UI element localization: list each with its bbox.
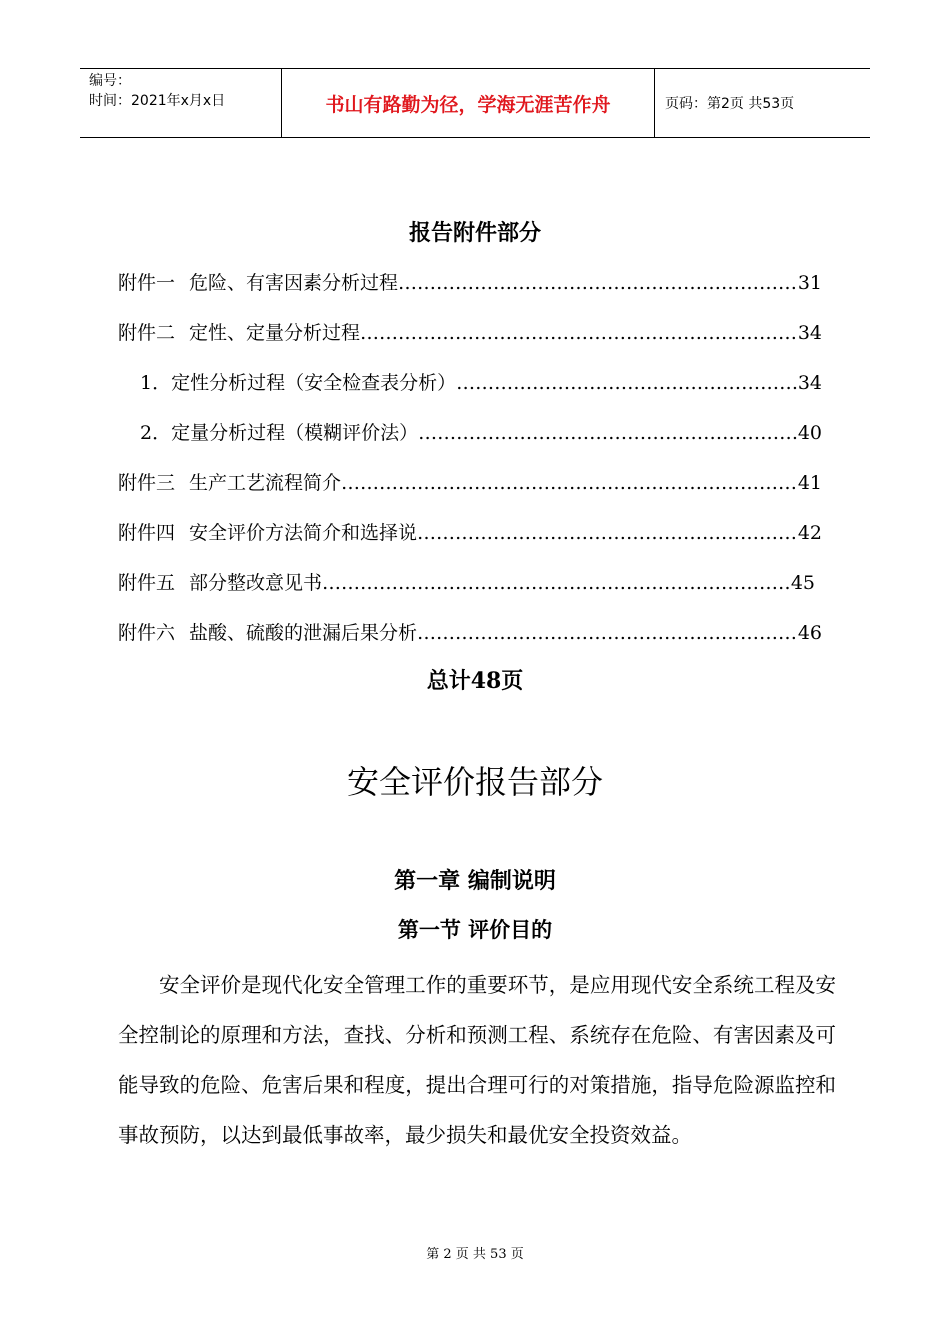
toc-item[interactable] — [118, 517, 822, 549]
toc-total-pages: 总计48页 — [426, 668, 524, 694]
toc-leader — [341, 467, 798, 499]
report-title: 安全评价报告部分 — [346, 763, 603, 801]
toc-item[interactable] — [118, 617, 822, 649]
toc-item-prefix: 2． — [140, 422, 172, 444]
toc-item-page: 34 — [797, 372, 822, 394]
toc-item[interactable] — [118, 267, 822, 299]
toc-item-page: 31 — [797, 272, 822, 294]
toc-item[interactable] — [140, 367, 822, 399]
toc-item-page: 40 — [797, 422, 822, 444]
toc-leader — [418, 417, 798, 449]
toc-leader — [360, 317, 798, 349]
toc-item-text: 盐酸、硫酸的泄漏后果分析 — [189, 622, 418, 644]
section-heading: 第一节 评价目的 — [397, 917, 553, 942]
toc-item[interactable] — [140, 417, 822, 449]
toc-leader — [398, 267, 798, 299]
toc-leader — [456, 367, 798, 399]
toc-item-page: 46 — [797, 622, 822, 644]
toc-item-text: 安全评价方法简介和选择说 — [189, 522, 418, 544]
toc-leader — [417, 517, 798, 549]
toc-item-page: 41 — [797, 472, 822, 494]
toc-item-prefix: 1． — [140, 372, 172, 394]
header-page-info: 页码：第2页 共53页 — [665, 96, 795, 112]
toc-item-prefix: 附件四 — [118, 522, 176, 544]
toc-item-prefix: 附件一 — [118, 272, 176, 294]
toc-item-prefix: 附件三 — [118, 472, 176, 494]
toc-item[interactable] — [118, 467, 822, 499]
header-meta-cell — [80, 69, 282, 137]
toc-item-prefix: 附件五 — [118, 572, 176, 594]
header-table — [80, 68, 870, 138]
toc-item-text: 定性、定量分析过程 — [189, 322, 361, 344]
chapter-heading: 第一章 编制说明 — [394, 868, 556, 894]
toc-leader — [322, 567, 791, 599]
document-number-label: 编号： — [89, 73, 131, 89]
toc-item-page: 45 — [790, 572, 815, 594]
page-footer: 第 2 页 共 53 页 — [426, 1247, 524, 1262]
toc-item-page: 42 — [797, 522, 822, 544]
toc-item-text: 部分整改意见书 — [189, 572, 323, 594]
header-motto-cell — [282, 69, 655, 137]
toc-title: 报告附件部分 — [408, 220, 541, 246]
body-paragraph: 安全评价是现代化安全管理工作的重要环节，是应用现代安全系统工程及安全控制论的原理和方法，查找、分析和预测工程、系统存在危险、有害因素及可能导致的危险、危害后果和程度，提出合理可行的对策措施，指导危险源监控和事故预防，以达到最低事故率，最少损失和最优安全投资效益。 — [118, 973, 836, 1147]
toc-item-prefix: 附件六 — [118, 622, 176, 644]
header-motto: 书山有路勤为径，学海无涯苦作舟 — [325, 94, 611, 116]
toc-item[interactable] — [118, 317, 822, 349]
toc-item-text: 定量分析过程（模糊评价法） — [171, 422, 419, 444]
document-time-label: 时间：2021年x月x日 — [89, 93, 226, 109]
header-page-cell — [656, 69, 870, 137]
toc-item[interactable] — [118, 567, 815, 599]
toc-item-page: 34 — [797, 322, 822, 344]
toc-leader — [417, 617, 798, 649]
toc-item-prefix: 附件二 — [118, 322, 176, 344]
toc-item-text: 定性分析过程（安全检查表分析） — [171, 372, 457, 394]
toc-item-text: 生产工艺流程简介 — [189, 472, 342, 494]
toc-item-text: 危险、有害因素分析过程 — [189, 272, 399, 294]
